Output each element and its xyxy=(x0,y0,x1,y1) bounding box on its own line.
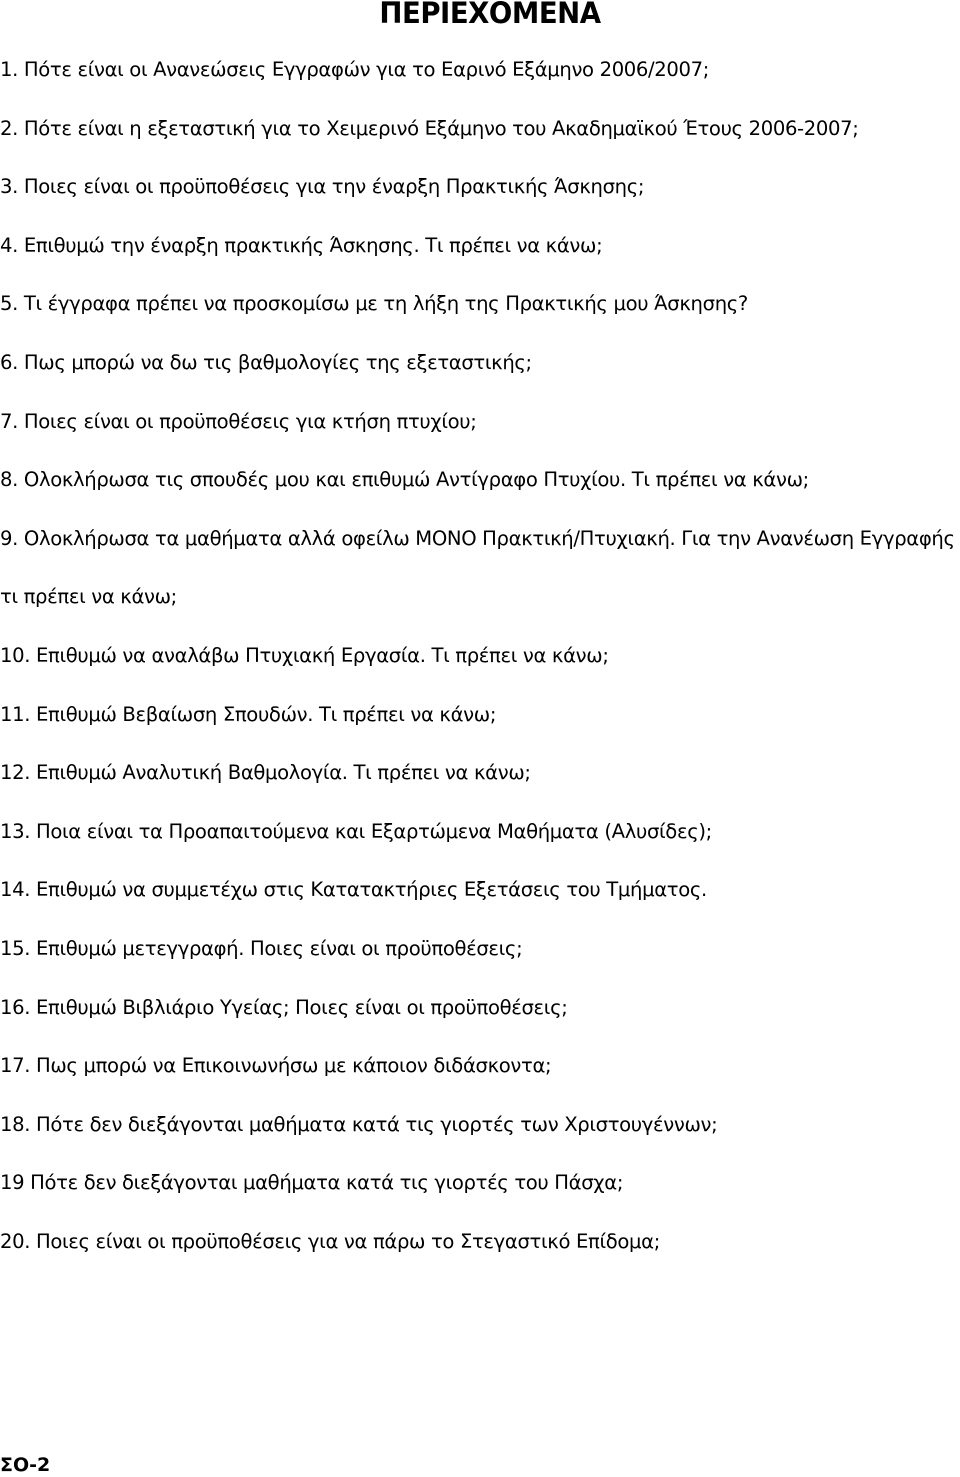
toc-item: 14. Επιθυμώ να συμμετέχω στις Κατατακτήριες Εξετάσεις του Τμήματος. xyxy=(0,878,707,902)
toc-item: 9. Ολοκλήρωσα τα μαθήματα αλλά οφείλω ΜΟΝΟ Πρακτική/Πτυχιακή. Για την Ανανέωση Εγγραφής τι πρέπει να κάνω; xyxy=(0,526,955,609)
toc-item: 13. Ποια είναι τα Προαπαιτούμενα και Εξαρτώμενα Μαθήματα (Αλυσίδες); xyxy=(0,819,712,843)
toc-item: 4. Επιθυμώ την έναρξη πρακτικής Άσκησης. Τι πρέπει να κάνω; xyxy=(0,233,603,257)
toc-item: 3. Ποιες είναι οι προϋποθέσεις για την έναρξη Πρακτικής Άσκησης; xyxy=(0,175,645,199)
toc-item: 11. Επιθυμώ Βεβαίωση Σπουδών. Τι πρέπει να κάνω; xyxy=(0,702,497,726)
toc-item: 6. Πως μπορώ να δω τις βαθμολογίες της εξεταστικής; xyxy=(0,350,532,374)
toc-item: 18. Πότε δεν διεξάγονται μαθήματα κατά τις γιορτές των Χριστουγέννων; xyxy=(0,1112,718,1136)
toc-item: 5. Τι έγγραφα πρέπει να προσκομίσω με τη λήξη της Πρακτικής μου Άσκησης? xyxy=(0,292,748,316)
toc-item: 15. Επιθυμώ μετεγγραφή. Ποιες είναι οι προϋποθέσεις; xyxy=(0,936,523,960)
page-footer-code: ΣΟ-2 xyxy=(0,1454,51,1476)
toc-item: 10. Επιθυμώ να αναλάβω Πτυχιακή Εργασία. Τι πρέπει να κάνω; xyxy=(0,643,609,667)
toc-item: 19 Πότε δεν διεξάγονται μαθήματα κατά τις γιορτές του Πάσχα; xyxy=(0,1171,624,1195)
toc-item: 12. Επιθυμώ Αναλυτική Βαθμολογία. Τι πρέπει να κάνω; xyxy=(0,761,531,785)
table-of-contents xyxy=(0,41,960,1271)
toc-item: 8. Ολοκλήρωσα τις σπουδές μου και επιθυμώ Αντίγραφο Πτυχίου. Τι πρέπει να κάνω; xyxy=(0,468,809,492)
page-title: ΠΕΡΙΕΧΟΜΕΝΑ xyxy=(379,0,601,30)
toc-item: 20. Ποιες είναι οι προϋποθέσεις για να πάρω το Στεγαστικό Επίδομα; xyxy=(0,1229,660,1253)
toc-item: 7. Ποιες είναι οι προϋποθέσεις για κτήση πτυχίου; xyxy=(0,409,477,433)
toc-item: 16. Επιθυμώ Βιβλιάριο Υγείας; Ποιες είναι οι προϋποθέσεις; xyxy=(0,995,568,1019)
toc-item: 1. Πότε είναι οι Ανανεώσεις Εγγραφών για το Εαρινό Εξάμηνο 2006/2007; xyxy=(0,58,710,81)
toc-item: 17. Πως μπορώ να Επικοινωνήσω με κάποιον διδάσκοντα; xyxy=(0,1054,552,1078)
toc-item: 2. Πότε είναι η εξεταστική για το Χειμερινό Εξάμηνο του Ακαδημαϊκού Έτους 2006-2007; xyxy=(0,116,859,140)
